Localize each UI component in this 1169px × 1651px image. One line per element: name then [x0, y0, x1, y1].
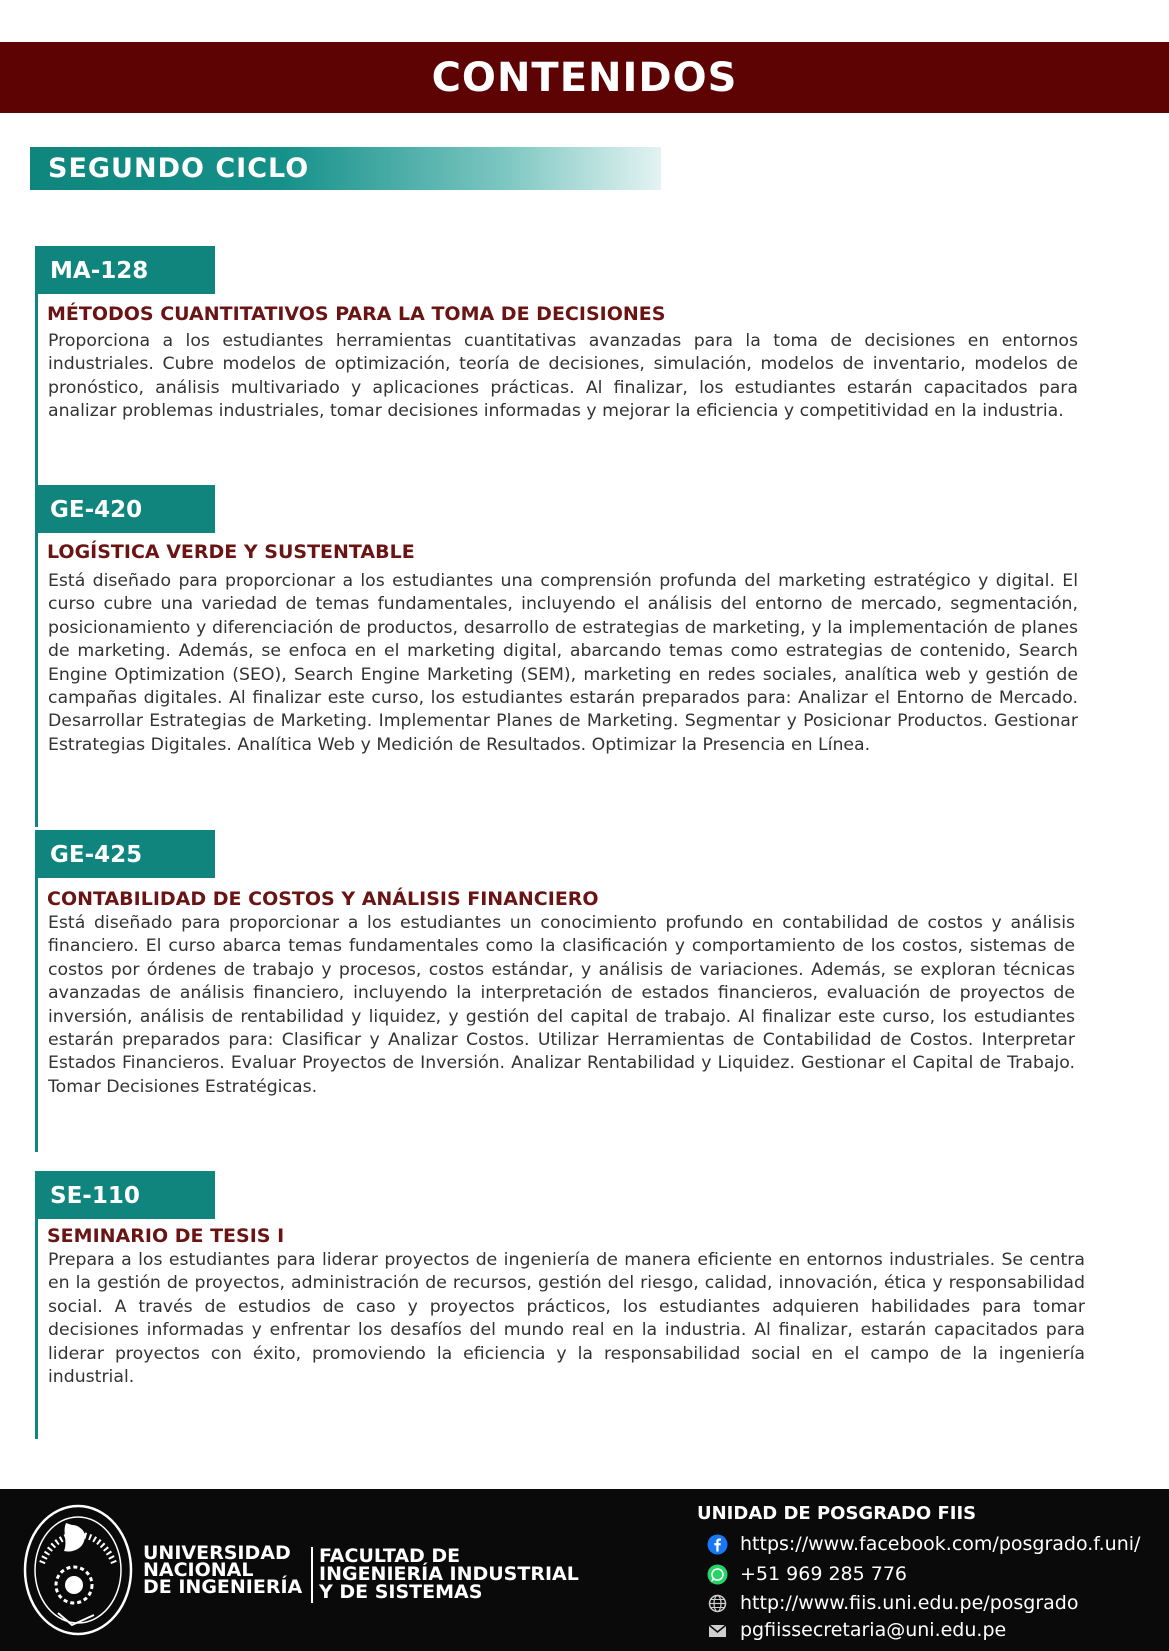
university-seal-logo [22, 1503, 134, 1637]
contact-whatsapp[interactable] [707, 1563, 907, 1585]
unit-title: UNIDAD DE POSGRADO FIIS [697, 1503, 977, 1524]
course-section [35, 1171, 1095, 1391]
course-code: GE-425 [35, 830, 215, 878]
website-link[interactable]: http://www.fiis.uni.edu.pe/posgrado [740, 1592, 1079, 1614]
globe-icon [707, 1593, 728, 1614]
phone-number[interactable]: +51 969 285 776 [740, 1563, 908, 1585]
course-description: Proporciona a los estudiantes herramientas cuantitativas avanzadas para la toma de decisiones en entornos industriales. Cubre modelos de optimización, teoría de decisiones, simulación, modelos de inventario, modelos de pronóstico, análisis multivariado y aplicaciones prácticas. Al finalizar, los estudiantes estarán capacitados para analizar problemas industriales, tomar decisiones informadas y mejorar la eficiencia y competitividad en la industria. [48, 331, 1078, 422]
course-title: MÉTODOS CUANTITATIVOS PARA LA TOMA DE DECISIONES [47, 303, 666, 325]
cycle-heading: SEGUNDO CICLO [30, 147, 661, 190]
course-code: SE-110 [35, 1171, 215, 1219]
mail-icon [707, 1620, 728, 1641]
contact-facebook[interactable] [707, 1533, 1140, 1555]
faculty-name: FACULTAD DE INGENIERÍA INDUSTRIAL Y DE SISTEMAS [319, 1545, 579, 1603]
course-section [35, 830, 1095, 1104]
course-title: SEMINARIO DE TESIS I [47, 1225, 285, 1247]
university-name: UNIVERSIDAD NACIONAL DE INGENIERÍA [143, 1542, 303, 1598]
facebook-link[interactable]: https://www.facebook.com/posgrado.f.uni/ [740, 1533, 1141, 1555]
course-accent-bar [35, 294, 38, 492]
course-accent-bar [35, 533, 38, 827]
course-description: Está diseñado para proporcionar a los estudiantes una comprensión profunda del marketing estratégico y digital. El curso cubre una variedad de temas fundamentales, incluyendo el análisis del entorno de mercado, segmentación, posicionamiento y diferenciación de productos, desarrollo de estrategias de marketing, y la implementación de planes de marketing. Además, se enfoca en el marketing digital, abarcando temas como estrategias de contenido, Search Engine Optimization (SEO), Search Engine Marketing (SEM), marketing en redes sociales, analítica web y gestión de campañas digitales. Al finalizar este curso, los estudiantes estarán preparados para: Analizar el Entorno de Mercado. Desarrollar Estrategias de Marketing. Implementar Planes de Marketing. Segmentar y Posicionar Productos. Gestionar Estrategias Digitales. Analítica Web y Medición de Resultados. Optimizar la Presencia en Línea. [48, 571, 1078, 755]
footer [0, 1489, 1169, 1651]
course-accent-bar [35, 1219, 38, 1439]
whatsapp-icon [707, 1564, 728, 1585]
course-section [35, 485, 1095, 780]
footer-divider [311, 1547, 313, 1603]
course-section [35, 246, 1095, 446]
course-code: GE-420 [35, 485, 215, 533]
course-title: LOGÍSTICA VERDE Y SUSTENTABLE [47, 541, 415, 563]
contact-email[interactable] [707, 1619, 1006, 1641]
course-description: Prepara a los estudiantes para liderar proyectos de ingeniería de manera eficiente en entornos industriales. Se centra en la gestión de proyectos, administración de recursos, gestión del riesgo, calidad, innovación, ética y responsabilidad social. A través de estudios de caso y proyectos prácticos, los estudiantes adquieren habilidades para tomar decisiones informadas y enfrentar los desafíos del mundo real en la industria. Al finalizar, estarán capacitados para liderar proyectos con éxito, promoviendo la eficiencia y la responsabilidad social en el campo de la ingeniería industrial. [48, 1250, 1085, 1388]
course-code: MA-128 [35, 246, 215, 294]
course-description: Está diseñado para proporcionar a los estudiantes un conocimiento profundo en contabilidad de costos y análisis financiero. El curso abarca temas fundamentales como la clasificación y comportamiento de los costos, sistemas de costos por órdenes de trabajo y procesos, costos estándar, y análisis de variaciones. Además, se exploran técnicas avanzadas de análisis financiero, incluyendo la interpretación de estados financieros, evaluación de proyectos de inversión, análisis de rentabilidad y liquidez, y gestión del capital de trabajo. Al finalizar este curso, los estudiantes estarán preparados para: Clasificar y Analizar Costos. Utilizar Herramientas de Contabilidad de Costos. Interpretar Estados Financieros. Evaluar Proyectos de Inversión. Analizar Rentabilidad y Liquidez. Gestionar el Capital de Trabajo. Tomar Decisiones Estratégicas. [48, 913, 1075, 1097]
email-link[interactable]: pgfiissecretaria@uni.edu.pe [740, 1619, 1007, 1641]
course-accent-bar [35, 878, 38, 1152]
header-banner [0, 42, 1169, 113]
facebook-icon [707, 1534, 728, 1555]
page-title: CONTENIDOS [431, 54, 738, 101]
course-title: CONTABILIDAD DE COSTOS Y ANÁLISIS FINANCIERO [47, 888, 599, 910]
contact-website[interactable] [707, 1592, 1078, 1614]
